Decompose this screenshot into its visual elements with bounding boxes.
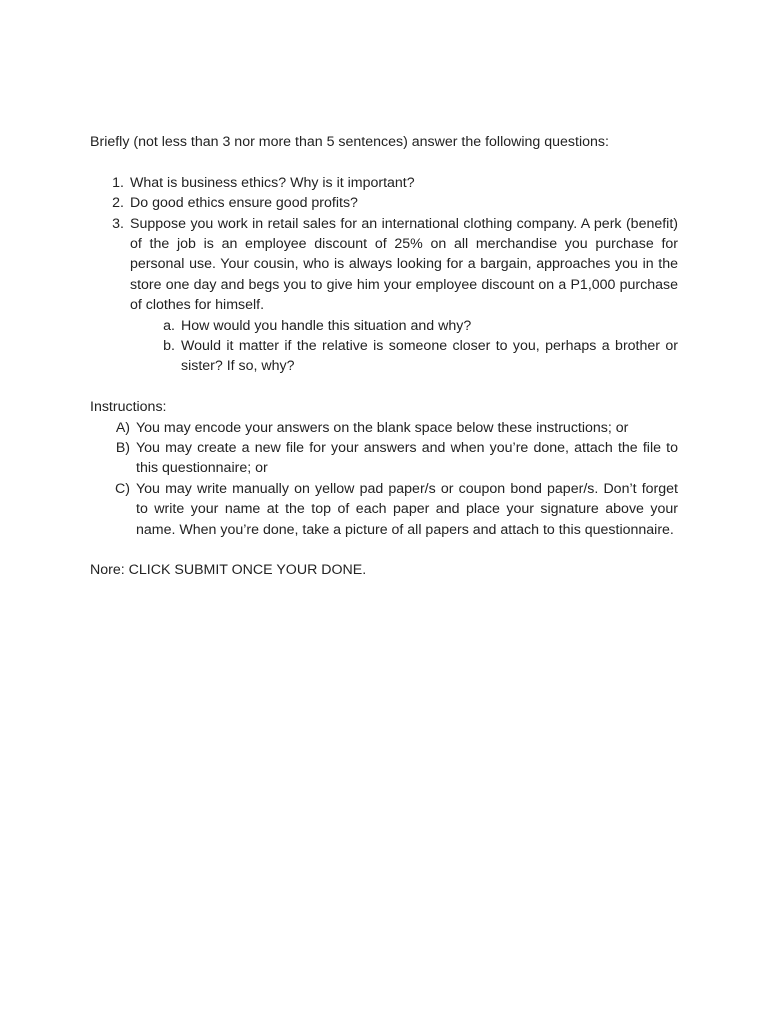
question-text: What is business ethics? Why is it important? [130,174,415,191]
question-number: 1. [112,174,124,191]
spacer [90,540,678,560]
question-list [90,173,678,316]
instruction-item [90,418,678,438]
question-number: 2. [112,195,124,212]
sub-question-letter: b. [163,338,175,355]
question-item [90,173,678,193]
sub-question-list [90,316,678,377]
sub-question-item [90,316,678,336]
sub-question-text: Would it matter if the relative is someone closer to you, perhaps a brother or sister? If so, why? [181,338,678,375]
question-text: Suppose you work in retail sales for an international clothing company. A perk (benefit) of the job is an employee discount of 25% on all merchandise you purchase for personal use. Your cousin, who is always looking for a bargain, approaches you in the store one day and begs you to give him your employee discount on a P1,000 purchase of clothes for himself. [130,215,678,314]
question-item [90,193,678,213]
instruction-text: You may encode your answers on the blank space below these instructions; or [136,419,629,436]
instruction-item [90,438,678,479]
question-number: 3. [112,215,124,232]
spacer [90,152,678,172]
document-page [90,132,678,581]
instruction-text: You may write manually on yellow pad paper/s or coupon bond paper/s. Don’t forget to write your name at the top of each paper and place your signature above your name. When you’re done, take a picture of all papers and attach to this questionnaire. [136,480,678,538]
instructions-list [90,418,678,540]
submit-note: Nore: CLICK SUBMIT ONCE YOUR DONE. [90,562,367,579]
instruction-item [90,479,678,540]
instruction-letter: C) [115,480,130,497]
instruction-text: You may create a new file for your answers and when you’re done, attach the file to this questionnaire; or [136,440,678,477]
sub-question-letter: a. [163,317,175,334]
sub-question-item [90,336,678,377]
instruction-letter: B) [115,440,130,457]
question-item [90,214,678,316]
question-text: Do good ethics ensure good profits? [130,195,358,212]
instructions-heading: Instructions: [90,399,167,416]
instruction-letter: A) [115,419,130,436]
intro-text: Briefly (not less than 3 nor more than 5 sentences) answer the following questions: [90,134,609,150]
spacer [90,377,678,397]
sub-question-text: How would you handle this situation and why? [181,317,472,334]
